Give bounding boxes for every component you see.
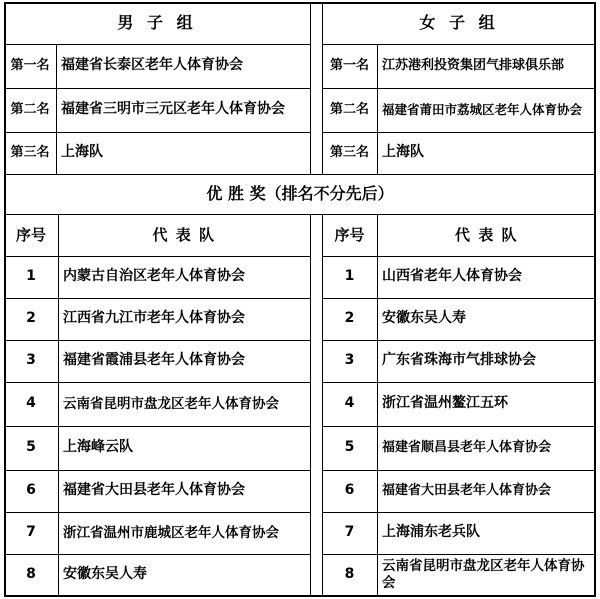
divider <box>310 2 311 174</box>
divider <box>322 470 596 471</box>
left-row-7-team: 浙江省温州市鹿城区老年人体育协会 <box>63 524 279 541</box>
women-rank-3: 第三名 <box>329 144 369 160</box>
divider <box>322 88 596 89</box>
excellence-award-title: 优 胜 奖（排名不分先后） <box>206 184 394 203</box>
divider <box>322 44 596 45</box>
left-row-3-team: 福建省霞浦县老年人体育协会 <box>63 352 245 369</box>
right-row-1-no: 1 <box>344 268 355 285</box>
divider <box>322 554 596 555</box>
left-row-1-team: 内蒙古自治区老年人体育协会 <box>63 268 245 285</box>
left-team-header: 代 表 队 <box>152 225 216 244</box>
divider <box>4 88 310 89</box>
men-team-2: 福建省三明市三元区老年人体育协会 <box>61 101 285 118</box>
divider <box>322 512 596 513</box>
right-row-4-no: 4 <box>344 395 355 412</box>
right-row-3-team: 广东省珠海市气排球协会 <box>382 352 536 369</box>
left-row-5-no: 5 <box>26 439 36 456</box>
men-team-3: 上海队 <box>61 144 103 161</box>
divider <box>4 214 596 215</box>
right-row-1-team: 山西省老年人体育协会 <box>382 268 522 285</box>
divider <box>4 132 310 133</box>
right-row-5-team: 福建省顺昌县老年人体育协会 <box>382 439 552 455</box>
men-team-1: 福建省长泰区老年人体育协会 <box>61 57 243 74</box>
divider <box>322 298 596 299</box>
table-border-right <box>594 2 596 596</box>
left-row-1-no: 1 <box>26 268 36 285</box>
results-table <box>4 2 596 596</box>
divider <box>4 470 310 471</box>
left-row-2-team: 江西省九江市老年人体育协会 <box>63 310 245 327</box>
right-row-2-team: 安徽东吴人寿 <box>382 310 466 327</box>
left-row-2-no: 2 <box>26 310 36 327</box>
right-row-7-team: 上海浦东老兵队 <box>382 524 480 541</box>
table-border-top <box>4 2 596 4</box>
left-row-3-no: 3 <box>26 352 36 369</box>
right-row-5-no: 5 <box>344 439 355 456</box>
left-row-4-no: 4 <box>26 395 36 412</box>
right-row-2-no: 2 <box>344 310 355 327</box>
right-team-header: 代 表 队 <box>455 225 518 244</box>
women-group-title: 女 子 组 <box>419 13 499 32</box>
divider <box>322 382 596 383</box>
left-index-header: 序号 <box>15 225 46 244</box>
right-row-8-no: 8 <box>344 566 355 583</box>
men-group-title: 男 子 组 <box>117 13 197 32</box>
divider <box>377 214 378 596</box>
left-row-4-team: 云南省昆明市盘龙区老年人体育协会 <box>63 395 279 412</box>
right-row-3-no: 3 <box>344 352 355 369</box>
men-rank-2: 第二名 <box>10 101 50 117</box>
divider <box>4 512 310 513</box>
right-row-6-no: 6 <box>344 482 355 499</box>
right-row-4-team: 浙江省温州鳌江五环 <box>382 395 508 412</box>
divider <box>322 340 596 341</box>
left-row-6-no: 6 <box>26 482 36 499</box>
divider <box>58 214 59 596</box>
divider <box>322 426 596 427</box>
divider <box>322 2 323 174</box>
left-row-6-team: 福建省大田县老年人体育协会 <box>63 482 245 499</box>
women-team-3: 上海队 <box>382 144 424 161</box>
left-row-7-no: 7 <box>26 524 36 541</box>
right-row-6-team: 福建省大田县老年人体育协会 <box>382 482 552 498</box>
table-border-bottom <box>4 595 596 597</box>
men-rank-1: 第一名 <box>10 57 50 73</box>
divider <box>4 382 310 383</box>
women-rank-1: 第一名 <box>329 57 369 73</box>
left-row-8-no: 8 <box>26 566 36 583</box>
divider <box>56 44 57 174</box>
divider <box>4 298 310 299</box>
divider <box>310 214 311 596</box>
left-row-5-team: 上海峰云队 <box>63 439 133 456</box>
women-team-2: 福建省莆田市荔城区老年人体育协会 <box>382 102 583 118</box>
divider <box>4 256 310 257</box>
divider <box>4 44 310 45</box>
women-rank-2: 第二名 <box>329 101 369 117</box>
divider <box>4 174 596 175</box>
divider <box>4 426 310 427</box>
divider <box>4 340 310 341</box>
women-team-1: 江苏港利投资集团气排球俱乐部 <box>382 57 565 73</box>
divider <box>322 214 323 596</box>
divider <box>377 44 378 174</box>
table-border-left <box>4 2 6 596</box>
right-row-7-no: 7 <box>344 524 355 541</box>
divider <box>4 554 310 555</box>
men-rank-3: 第三名 <box>10 144 50 160</box>
left-row-8-team: 安徽东吴人寿 <box>63 566 147 583</box>
right-index-header: 序号 <box>334 225 365 244</box>
divider <box>322 132 596 133</box>
right-row-8-team: 云南省昆明市盘龙区老年人体育协会 <box>382 558 585 591</box>
divider <box>322 256 596 257</box>
